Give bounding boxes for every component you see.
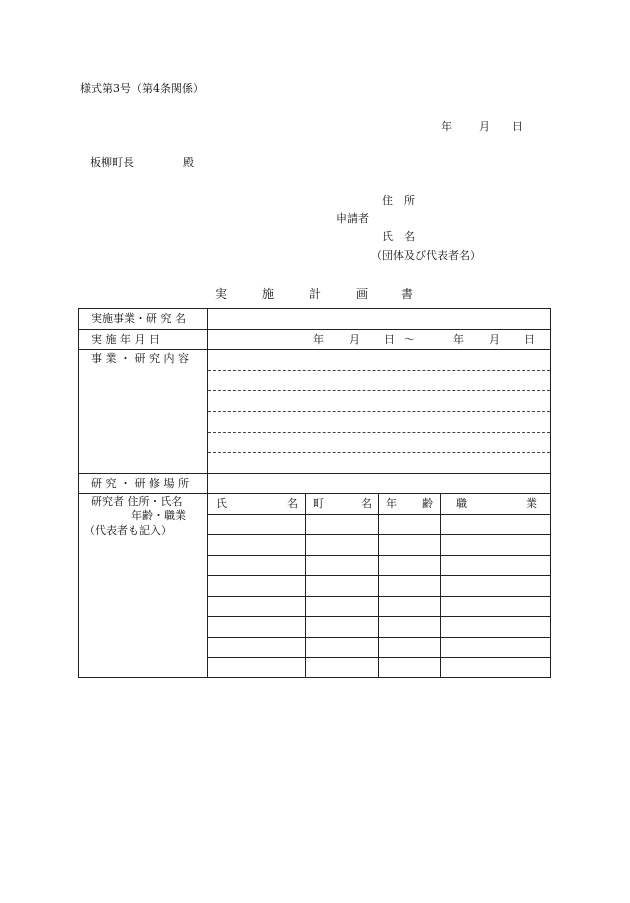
period-end-day: 日 bbox=[524, 333, 535, 346]
row-divider bbox=[78, 329, 551, 330]
researcher-column-divider bbox=[440, 493, 441, 678]
researcher-row-divider bbox=[207, 657, 551, 658]
title-char: 計 bbox=[309, 287, 322, 301]
researcher-row-divider bbox=[207, 596, 551, 597]
date-day-label: 日 bbox=[512, 120, 523, 133]
row-label-content: 事 業 ・ 研 究 内 容 bbox=[91, 352, 189, 365]
row-label-researchers-3: （代表者も記入） bbox=[84, 524, 172, 537]
date-year-label: 年 bbox=[441, 120, 452, 133]
header-town-a: 町 bbox=[313, 497, 324, 510]
researcher-row-divider bbox=[207, 637, 551, 638]
row-label-period: 実 施 年 月 日 bbox=[91, 333, 160, 346]
row-divider bbox=[78, 349, 551, 350]
row-divider bbox=[78, 473, 551, 474]
researcher-row-divider bbox=[207, 616, 551, 617]
header-age-b: 齢 bbox=[422, 497, 433, 510]
content-dashed-line bbox=[208, 432, 550, 433]
researcher-row-divider bbox=[207, 514, 551, 515]
applicant-label: 申請者 bbox=[336, 212, 369, 225]
header-age-a: 年 bbox=[386, 497, 397, 510]
researcher-row-divider bbox=[207, 575, 551, 576]
header-name-a: 氏 bbox=[216, 497, 227, 510]
content-dashed-line bbox=[208, 452, 550, 453]
period-end-month: 月 bbox=[489, 333, 500, 346]
title-char: 画 bbox=[356, 287, 369, 301]
period-start-month: 月 bbox=[349, 333, 360, 346]
applicant-group-note: （団体及び代表者名） bbox=[371, 249, 481, 262]
researcher-column-divider bbox=[378, 493, 379, 678]
date-month-label: 月 bbox=[479, 120, 490, 133]
title-char: 実 bbox=[215, 287, 228, 301]
content-dashed-line bbox=[208, 390, 550, 391]
period-end-year: 年 bbox=[453, 333, 464, 346]
row-label-researchers-1: 研究者 住所・氏名 bbox=[91, 495, 183, 508]
header-name-b: 名 bbox=[287, 497, 298, 510]
content-dashed-line bbox=[208, 411, 550, 412]
researcher-row-divider bbox=[207, 534, 551, 535]
researcher-column-divider bbox=[305, 493, 306, 678]
header-job-b: 業 bbox=[526, 497, 537, 510]
researcher-row-divider bbox=[207, 555, 551, 556]
row-label-place: 研 究 ・ 研 修 場 所 bbox=[91, 477, 189, 490]
row-divider bbox=[78, 493, 551, 494]
title-char: 書 bbox=[401, 287, 414, 301]
title-char: 施 bbox=[262, 287, 275, 301]
row-label-researchers-2: 年齢・職業 bbox=[131, 509, 186, 522]
applicant-address-label: 住 所 bbox=[382, 194, 415, 207]
period-start-day: 日 bbox=[384, 333, 395, 346]
addressee-honorific: 殿 bbox=[183, 156, 194, 169]
content-dashed-line bbox=[208, 370, 550, 371]
period-tilde: ～ bbox=[404, 333, 415, 346]
header-job-a: 職 bbox=[456, 497, 467, 510]
header-town-b: 名 bbox=[361, 497, 372, 510]
form-number: 様式第3号（第4条関係） bbox=[80, 82, 204, 95]
applicant-name-label: 氏 名 bbox=[382, 230, 415, 243]
period-start-year: 年 bbox=[313, 333, 324, 346]
addressee-name: 板柳町長 bbox=[90, 156, 134, 169]
row-label-project-name: 実施事業・研 究 名 bbox=[91, 312, 186, 325]
